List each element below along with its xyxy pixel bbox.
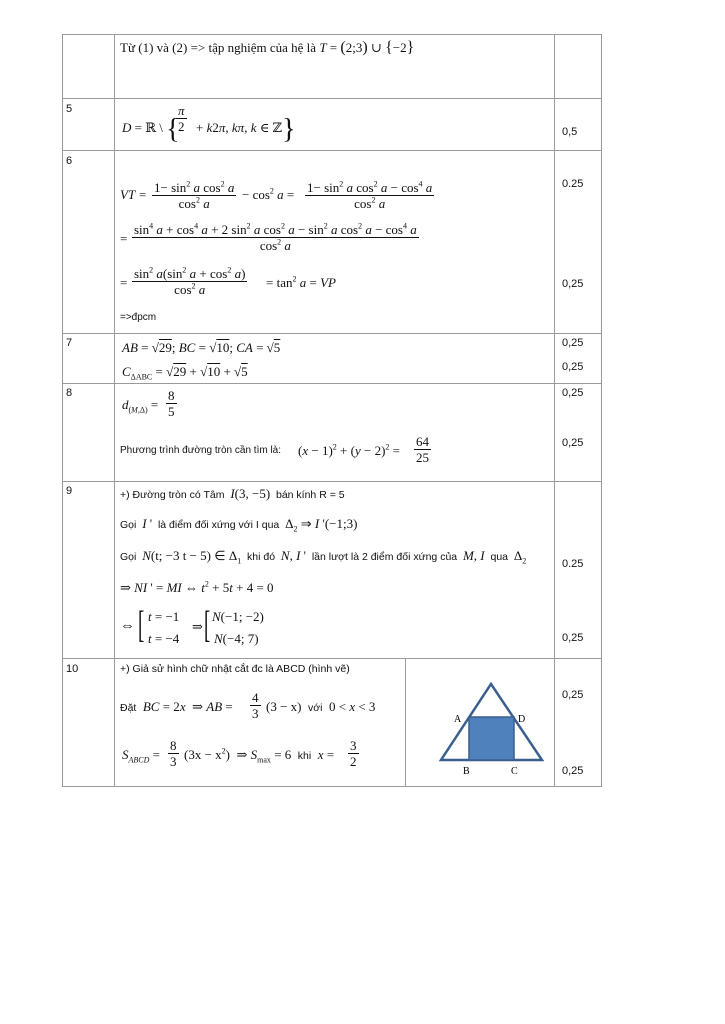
row-id: 8 (66, 387, 73, 399)
left-bracket: [ (138, 604, 145, 646)
row-id: 10 (66, 663, 79, 675)
quadratic-text: ⇒ NI ' = MI ⇔ $t^2 + 5t + 4 = 0$ (120, 579, 274, 595)
tan-result: = $\tan^2 a$ = VP (266, 274, 336, 290)
equivalence-sign: ⇔ (120, 618, 135, 634)
score: 0,25 (562, 689, 584, 701)
right-bracket: [ (204, 604, 211, 646)
label-c: C (511, 766, 518, 777)
domain-formula: D = ℝ \ { (122, 114, 180, 145)
row-id: 7 (66, 337, 73, 349)
score: 0,25 (562, 632, 584, 644)
area-expression: $(3x - x^2)$ ⇒ $S_{max} = 6$ khi x = (184, 746, 335, 765)
radius-fraction: $\frac{64}{25}$ (416, 434, 429, 465)
score: 0.25 (562, 178, 584, 190)
assumption-text: +) Giả sử hình chữ nhật cắt đc là ABCD (hình vẽ) (120, 663, 350, 675)
expansion-fraction: $\frac{\sin^4 a + \cos^4 a + 2 \sin^2 a \cos^2 a - \sin^2 a \cos^2 a - \cos^4 a}{\cos^2 a}$ (134, 221, 417, 253)
set-bc: Đặt BC = 2x ⇒ AB = (120, 699, 233, 714)
score: 0,25 (562, 278, 584, 290)
row-id: 5 (66, 103, 73, 115)
rectangle-abcd (469, 717, 514, 760)
eq-sign: = (120, 275, 128, 290)
score: 0,25 (562, 765, 584, 777)
score: 0,25 (562, 361, 584, 373)
n-solution-1: N(−1; −2) (212, 609, 264, 624)
solution-set: T (319, 40, 327, 55)
score: 0.25 (562, 558, 584, 570)
score: 0,5 (562, 126, 578, 138)
perimeter: $C_{\Delta ABC} = √29 + √10 + √5$ (122, 364, 248, 382)
conclusion-dpcm: =>đpcm (120, 312, 157, 323)
distance-fraction: $\frac{8}{5}$ (168, 388, 175, 419)
t-solution-1: t = −1 (148, 609, 180, 624)
triangle-rectangle-figure (405, 658, 555, 787)
score: 0,25 (562, 337, 584, 349)
ab-expression: (3 − x) với 0 < x < 3 (266, 699, 376, 714)
conclusion-text: Từ (1) và (2) => tập nghiệm của hệ là T = (2;3) ∪ {−2} (120, 39, 415, 56)
t-solution-2: t = −4 (148, 631, 180, 646)
row-id: 9 (66, 485, 73, 497)
vt-fraction-1: $\frac{1- \sin^2 a \cos^2 a}{\cos^2 a}$ (154, 179, 235, 211)
label-b: B (463, 766, 470, 777)
domain-formula-rest: + k2π, kπ, k ∈ ℤ} (196, 114, 296, 145)
circle-equation-label: Phương trình đường tròn cần tìm là: (120, 445, 282, 456)
reflection-text: Gọi I ' là điểm đối xứng với I qua $\Delta_2$ ⇒ I '(−1;3) (120, 516, 358, 534)
n-solution-2: N(−4; 7) (214, 631, 259, 646)
distance-label: $d_{(M,\Delta)}$ = (122, 397, 159, 415)
vt-minus: − $\cos^2 a$ = (242, 186, 295, 202)
eight-thirds-fraction: $\frac{8}{3}$ (170, 738, 177, 769)
circle-center-text: +) Đường tròn có Tâm I(3, −5) bán kính R = 5 (120, 486, 345, 501)
row-id: 6 (66, 155, 73, 167)
vt-fraction-2: $\frac{1- \sin^2 a \cos^2 a - \cos^4 a}{\cos^2 a}$ (307, 179, 433, 211)
area-label: $S_{ABCD}$ = (122, 747, 160, 765)
label-d: D (518, 714, 526, 725)
circle-equation: $(x - 1)^2 + (y - 2)^2$ = (298, 442, 401, 458)
pi-over-2-fraction: $\frac{\pi}{2}$ (178, 103, 185, 134)
three-halves-fraction: $\frac{3}{2}$ (350, 738, 357, 769)
point-n-text: Gọi N(t; −3 t − 5) ∈ $\Delta_1$ khi đó N, I ' lần lượt là 2 điểm đối xứng của M, I qua $\Delta_2$ (120, 548, 527, 566)
label-a: A (454, 714, 462, 725)
vt-label: VT = (120, 187, 147, 202)
four-thirds-fraction: $\frac{4}{3}$ (252, 690, 259, 721)
score: 0,25 (562, 387, 584, 399)
factor-fraction: $\frac{\sin^2 a(\sin^2 a + \cos^2 a)}{\cos^2 a}$ (134, 265, 246, 297)
side-lengths: AB = √29; BC = √10; CA = √5 (122, 340, 281, 355)
eq-sign: = (120, 231, 128, 246)
conclusion-prefix: Từ (1) và (2) => tập nghiệm của hệ là (120, 40, 320, 55)
score: 0,25 (562, 437, 584, 449)
implies-sign: ⇒ (192, 619, 203, 634)
